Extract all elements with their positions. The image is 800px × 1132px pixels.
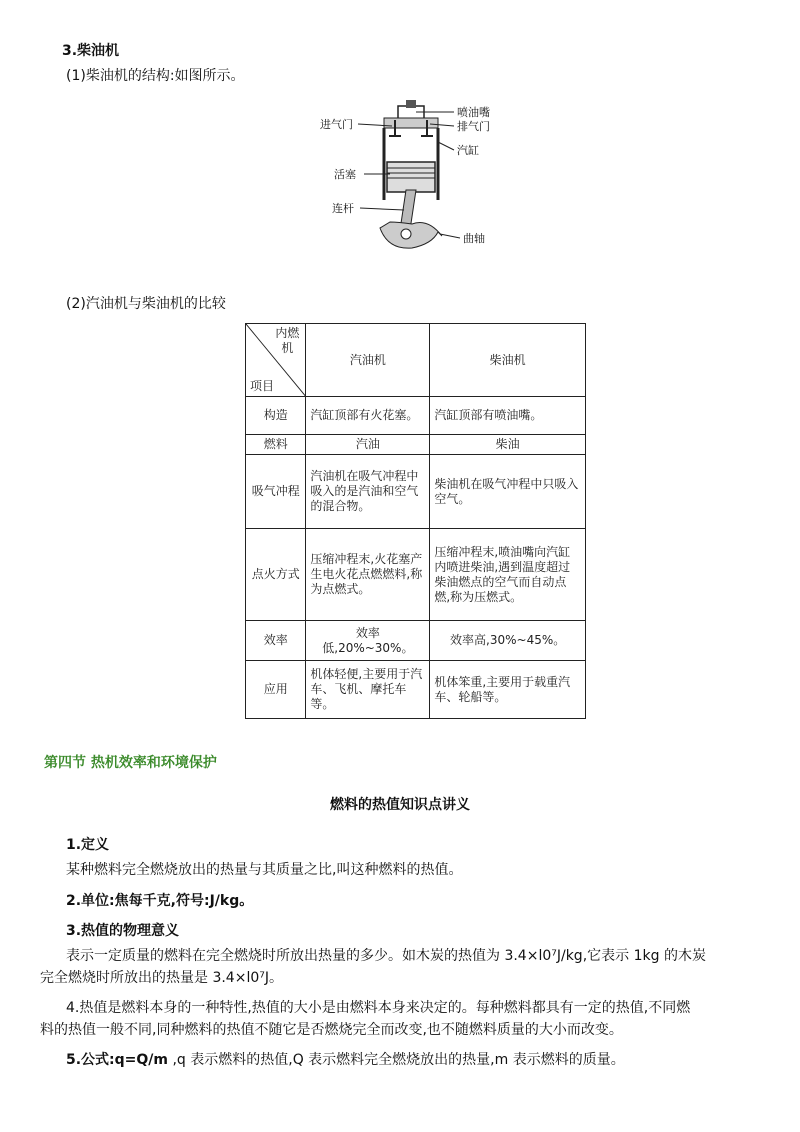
cell-gasoline: 汽油 (306, 435, 430, 455)
col-header-gasoline: 汽油机 (306, 324, 430, 397)
cell-diesel: 柴油 (430, 435, 586, 455)
cell-diesel: 效率高,30%~45%。 (430, 621, 586, 661)
point2-title: 2.单位:焦每千克,符号:J/kg。 (66, 893, 254, 909)
cell-gasoline: 汽缸顶部有火花塞。 (306, 397, 430, 435)
table-corner-cell (246, 324, 306, 397)
cell-diesel: 压缩冲程末,喷油嘴向汽缸内喷进柴油,遇到温度超过柴油燃点的空气而自动点燃,称为压燃式。 (430, 529, 586, 621)
cell-gasoline: 汽油机在吸气冲程中吸入的是汽油和空气的混合物。 (306, 455, 430, 529)
label-crankshaft: 曲轴 (463, 232, 485, 245)
corner-label-top1: 内燃 (275, 326, 300, 340)
section-title-diesel: 3.柴油机 (62, 43, 120, 59)
point5-text: ,q 表示燃料的热值,Q 表示燃料完全燃烧放出的热量,m 表示燃料的质量。 (168, 1052, 625, 1068)
label-connecting-rod: 连杆 (332, 202, 354, 215)
label-inlet-valve: 进气门 (320, 118, 353, 131)
table-row (246, 661, 586, 719)
table-row (246, 455, 586, 529)
col-header-diesel: 柴油机 (430, 324, 586, 397)
piston-shape (387, 162, 435, 192)
label-cylinder: 汽缸 (457, 144, 479, 157)
point1-text: 某种燃料完全燃烧放出的热量与其质量之比,叫这种燃料的热值。 (66, 862, 463, 878)
cell-gasoline: 效率低,20%~30%。 (306, 621, 430, 661)
comparison-line: (2)汽油机与柴油机的比较 (66, 296, 226, 312)
diesel-engine-diagram (320, 100, 510, 260)
table-row (246, 397, 586, 435)
row-item: 应用 (246, 661, 306, 719)
cell-diesel: 机体笨重,主要用于载重汽车、轮船等。 (430, 661, 586, 719)
point3-text-line2: 完全燃烧时所放出的热量是 3.4×l0⁷J。 (40, 970, 283, 986)
point1-title: 1.定义 (66, 837, 110, 853)
row-item: 吸气冲程 (246, 455, 306, 529)
diesel-structure-line: (1)柴油机的结构:如图所示。 (66, 68, 245, 84)
point5-formula: 5.公式:q=Q/m (66, 1052, 169, 1068)
point4-text-line2: 料的热值一般不同,同种燃料的热值不随它是否燃烧完全而改变,也不随燃料质量的大小而改变。 (40, 1022, 623, 1038)
row-item: 燃料 (246, 435, 306, 455)
cell-gasoline: 机体轻便,主要用于汽车、飞机、摩托车等。 (306, 661, 430, 719)
section-heading-chapter4: 第四节 热机效率和环境保护 (44, 755, 217, 771)
point3-title: 3.热值的物理意义 (66, 923, 180, 939)
label-piston: 活塞 (334, 168, 356, 181)
table-header-row (246, 324, 586, 397)
cell-gasoline: 压缩冲程末,火花塞产生电火花点燃燃料,称为点燃式。 (306, 529, 430, 621)
label-injector: 喷油嘴 (457, 106, 490, 119)
corner-label-bottom: 项目 (250, 379, 275, 393)
table-row (246, 621, 586, 661)
injector-tip (406, 100, 416, 108)
engine-illustration (320, 100, 510, 260)
engine-comparison-table (245, 323, 586, 719)
cell-diesel: 汽缸顶部有喷油嘴。 (430, 397, 586, 435)
point4-text-line1: 4.热值是燃料本身的一种特性,热值的大小是由燃料本身来决定的。每种燃料都具有一定的热值,不同燃 (66, 1000, 691, 1016)
row-item: 构造 (246, 397, 306, 435)
table-row (246, 529, 586, 621)
row-item: 点火方式 (246, 529, 306, 621)
handout-title: 燃料的热值知识点讲义 (330, 797, 470, 813)
point3-text-line1: 表示一定质量的燃料在完全燃烧时所放出热量的多少。如木炭的热值为 3.4×l0⁷J/kg,它表示 1kg 的木炭 (66, 948, 706, 964)
corner-label-top2: 机 (281, 341, 294, 355)
row-item: 效率 (246, 621, 306, 661)
table-row (246, 435, 586, 455)
cell-diesel: 柴油机在吸气冲程中只吸入空气。 (430, 455, 586, 529)
label-exhaust-valve: 排气门 (457, 120, 490, 133)
cylinder-head (384, 118, 438, 128)
point5-line (66, 1050, 625, 1070)
